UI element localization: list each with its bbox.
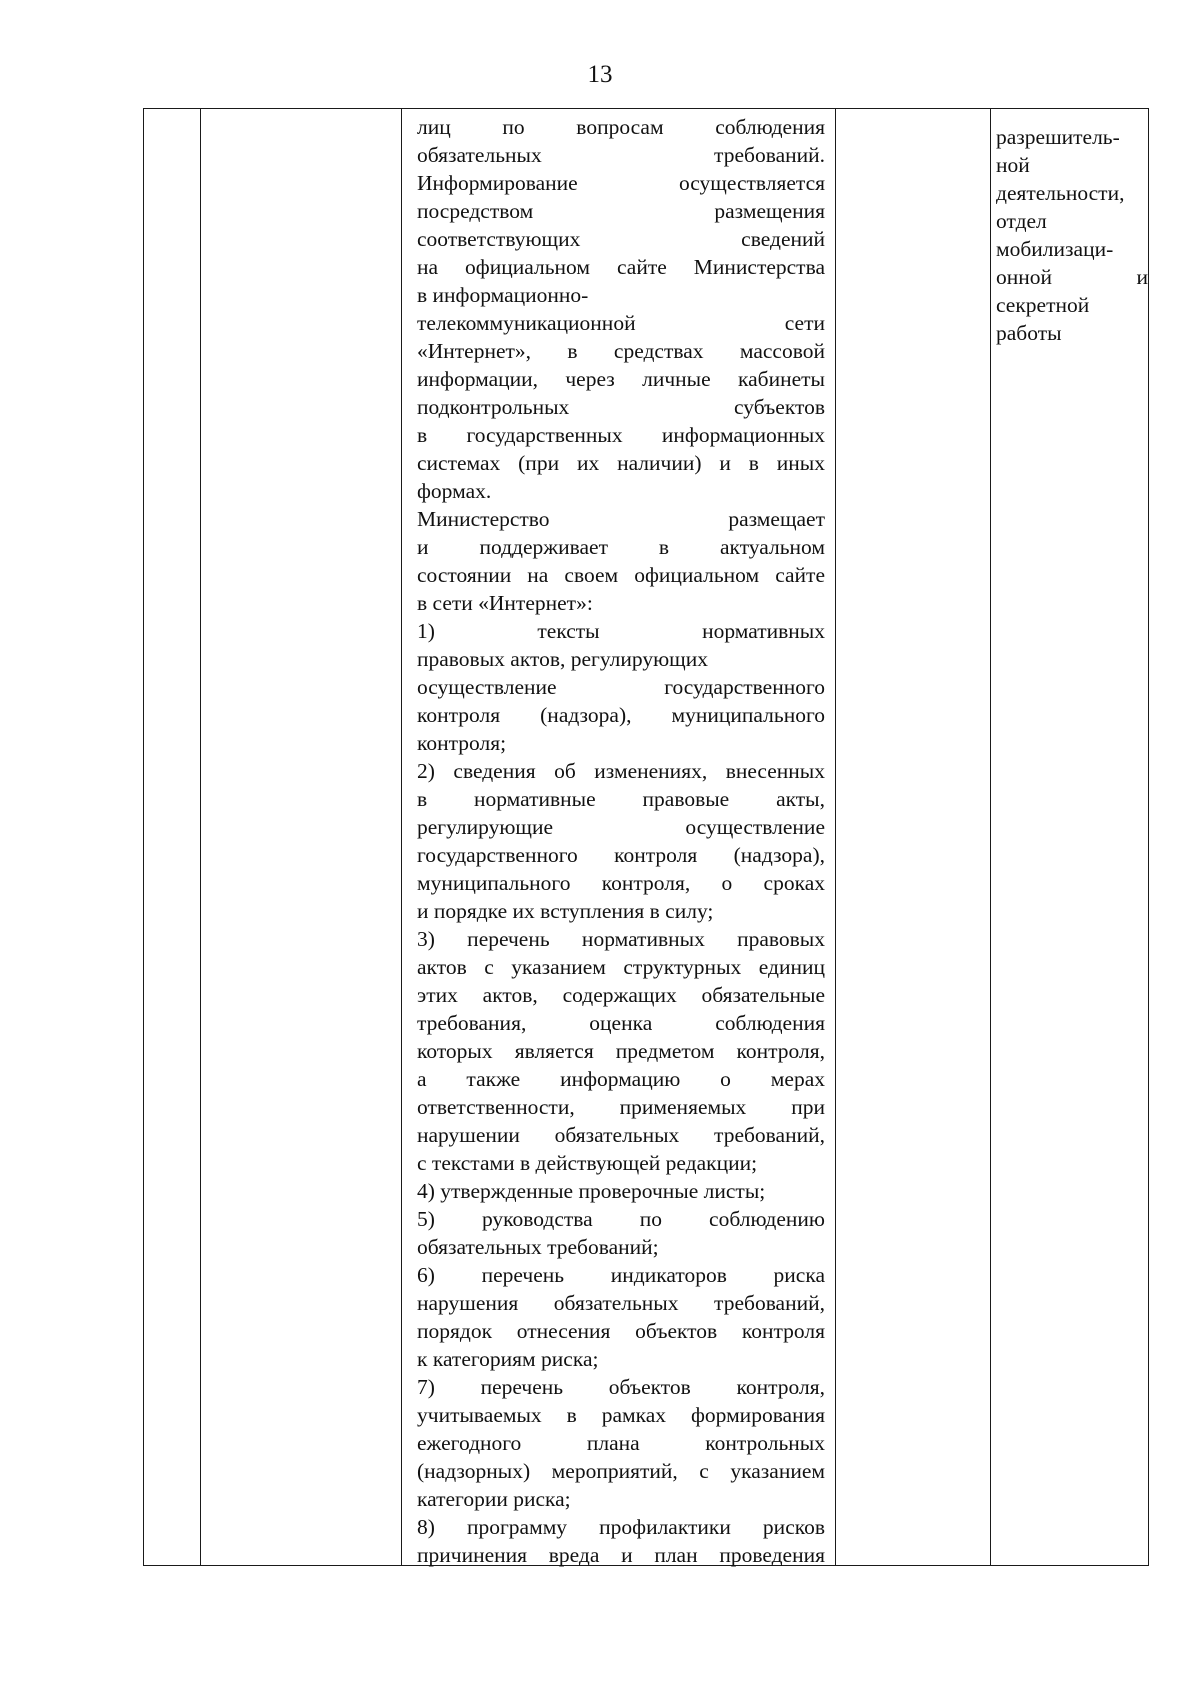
text-line: государственного контроля (надзора),	[417, 843, 825, 867]
table	[143, 108, 1149, 1566]
text-line: Информирование осуществляется	[417, 171, 825, 195]
text-line: состоянии на своем официальном сайте	[417, 563, 825, 587]
text-line: «Интернет», в средствах массовой	[417, 339, 825, 363]
column-divider	[401, 109, 402, 1565]
text-line: 3) перечень нормативных правовых	[417, 927, 825, 951]
text-line: в государственных информационных	[417, 423, 825, 447]
table-cell-measures	[417, 113, 825, 1569]
text-line: нарушении обязательных требований,	[417, 1123, 825, 1147]
text-line: Министерство размещает	[417, 507, 825, 531]
text-line: информации, через личные кабинеты	[417, 367, 825, 391]
text-line: требования, оценка соблюдения	[417, 1011, 825, 1035]
text-line: 7) перечень объектов контроля,	[417, 1375, 825, 1399]
text-line: обязательных требований.	[417, 143, 825, 167]
text-line: с текстами в действующей редакции;	[417, 1151, 758, 1175]
text-line: и порядке их вступления в силу;	[417, 899, 714, 923]
text-line: мобилизаци-	[996, 237, 1114, 261]
text-line: актов с указанием структурных единиц	[417, 955, 825, 979]
column-divider	[990, 109, 991, 1565]
text-line: телекоммуникационной сети	[417, 311, 825, 335]
text-line: (надзорных) мероприятий, с указанием	[417, 1459, 825, 1483]
text-line: системах (при их наличии) и в иных	[417, 451, 825, 475]
text-line: контроля (надзора), муниципального	[417, 703, 825, 727]
text-line: учитываемых в рамках формирования	[417, 1403, 825, 1427]
text-line: деятельности,	[996, 181, 1125, 205]
text-line: регулирующие осуществление	[417, 815, 825, 839]
text-line: и поддерживает в актуальном	[417, 535, 825, 559]
column-divider	[835, 109, 836, 1565]
text-line: в информационно-	[417, 283, 589, 307]
text-line: 2) сведения об изменениях, внесенных	[417, 759, 825, 783]
text-line: а также информацию о мерах	[417, 1067, 825, 1091]
text-line: секретной	[996, 293, 1090, 317]
text-line: порядок отнесения объектов контроля	[417, 1319, 825, 1343]
text-line: 4) утвержденные проверочные листы;	[417, 1179, 766, 1203]
text-line: соответствующих сведений	[417, 227, 825, 251]
text-line: подконтрольных субъектов	[417, 395, 825, 419]
text-line: 8) программу профилактики рисков	[417, 1515, 825, 1539]
text-line: 5) руководства по соблюдению	[417, 1207, 825, 1231]
text-line: отдел	[996, 209, 1047, 233]
text-line: контроля;	[417, 731, 507, 755]
text-line: онной и	[996, 265, 1148, 289]
text-line: работы	[996, 321, 1062, 345]
text-line: ежегодного плана контрольных	[417, 1431, 825, 1455]
text-line: ной	[996, 153, 1030, 177]
text-line: посредством размещения	[417, 199, 825, 223]
text-line: в сети «Интернет»:	[417, 591, 593, 615]
text-line: этих актов, содержащих обязательные	[417, 983, 825, 1007]
text-line: формах.	[417, 479, 492, 503]
text-line: в нормативные правовые акты,	[417, 787, 825, 811]
text-line: муниципального контроля, о сроках	[417, 871, 825, 895]
text-line: которых является предметом контроля,	[417, 1039, 825, 1063]
text-line: разрешитель-	[996, 125, 1120, 149]
text-line: осуществление государственного	[417, 675, 825, 699]
page-number: 13	[587, 61, 613, 88]
text-line: ответственности, применяемых при	[417, 1095, 825, 1119]
text-line: обязательных требований;	[417, 1235, 659, 1259]
text-line: правовых актов, регулирующих	[417, 647, 708, 671]
column-divider	[200, 109, 201, 1565]
text-line: категории риска;	[417, 1487, 571, 1511]
table-cell-responsible	[996, 123, 1148, 347]
text-line: к категориям риска;	[417, 1347, 599, 1371]
text-line: нарушения обязательных требований,	[417, 1291, 825, 1315]
text-line: лиц по вопросам соблюдения	[417, 115, 825, 139]
text-line: 1) тексты нормативных	[417, 619, 825, 643]
text-line: причинения вреда и план проведения	[417, 1543, 825, 1567]
text-line: на официальном сайте Министерства	[417, 255, 825, 279]
text-line: 6) перечень индикаторов риска	[417, 1263, 825, 1287]
